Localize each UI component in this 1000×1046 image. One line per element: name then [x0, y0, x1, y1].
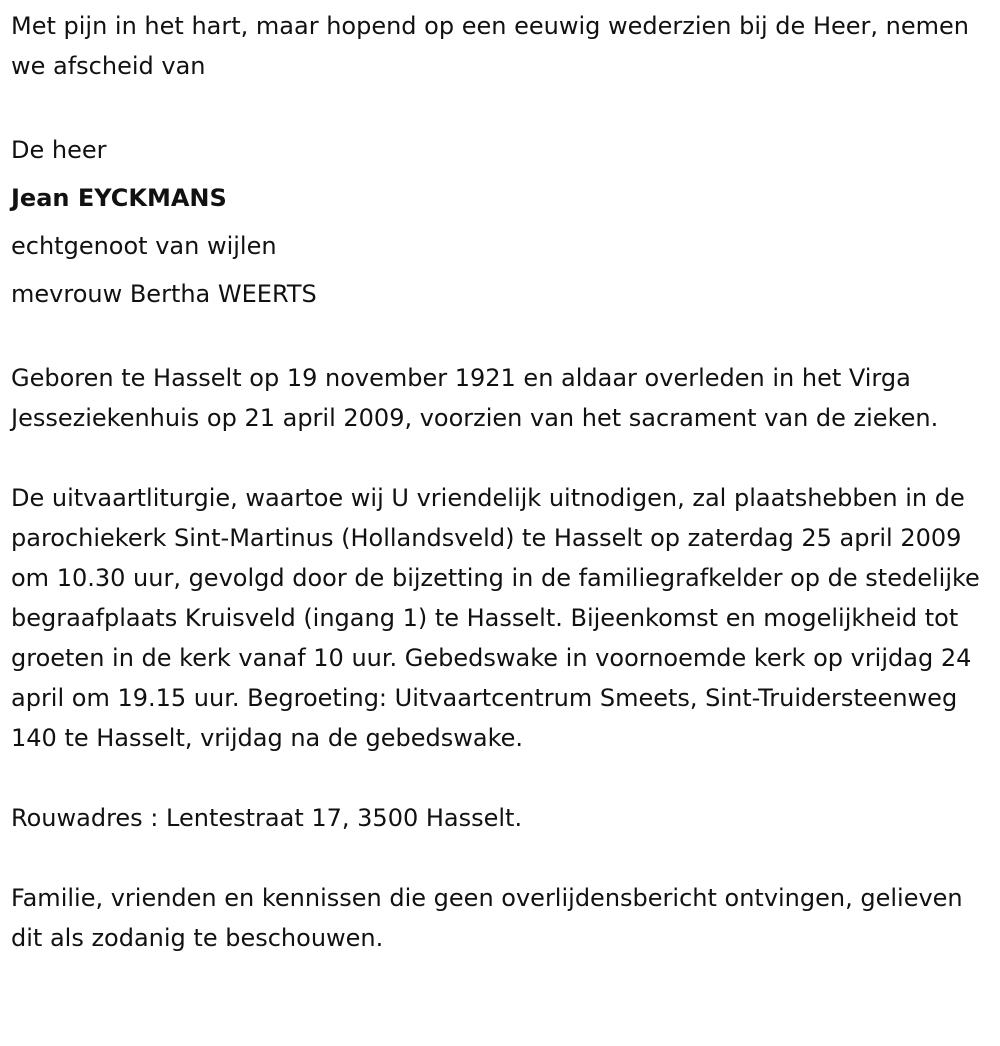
deceased-spouse: mevrouw Bertha WEERTS	[11, 280, 317, 308]
address-paragraph: Rouwadres : Lentestraat 17, 3500 Hasselt.	[11, 804, 523, 832]
death-notice	[11, 6, 996, 958]
deceased-title: De heer	[11, 136, 107, 164]
deceased-relation: echtgenoot van wijlen	[11, 232, 277, 260]
funeral-paragraph: De uitvaartliturgie, waartoe wij U vriendelijk uitnodigen, zal plaatshebben in de parochiekerk Sint-Martinus (Hollandsveld) te Hasselt op zaterdag 25 april 2009 om 10.30 uur, gevolgd door de bijzetting in de familiegrafkelder op de stedelijke begraafplaats Kruisveld (ingang 1) te Hasselt. Bijeenkomst en mogelijkheid tot groeten in de kerk vanaf 10 uur. Gebedswake in voornoemde kerk op vrijdag 24 april om 19.15 uur. Begroeting: Uitvaartcentrum Smeets, Sint-Truidersteenweg 140 te Hasselt, vrijdag na de gebedswake.	[11, 484, 980, 752]
deceased-name: Jean EYCKMANS	[11, 184, 227, 212]
intro-paragraph: Met pijn in het hart, maar hopend op een eeuwig wederzien bij de Heer, nemen we afscheid van	[11, 12, 969, 80]
birth-death-paragraph: Geboren te Hasselt op 19 november 1921 en aldaar overleden in het Virga Jesseziekenhuis op 21 april 2009, voorzien van het sacrament van de zieken.	[11, 364, 939, 432]
deceased-block	[11, 126, 996, 318]
closing-paragraph: Familie, vrienden en kennissen die geen overlijdensbericht ontvingen, gelieven dit als zodanig te beschouwen.	[11, 884, 963, 952]
